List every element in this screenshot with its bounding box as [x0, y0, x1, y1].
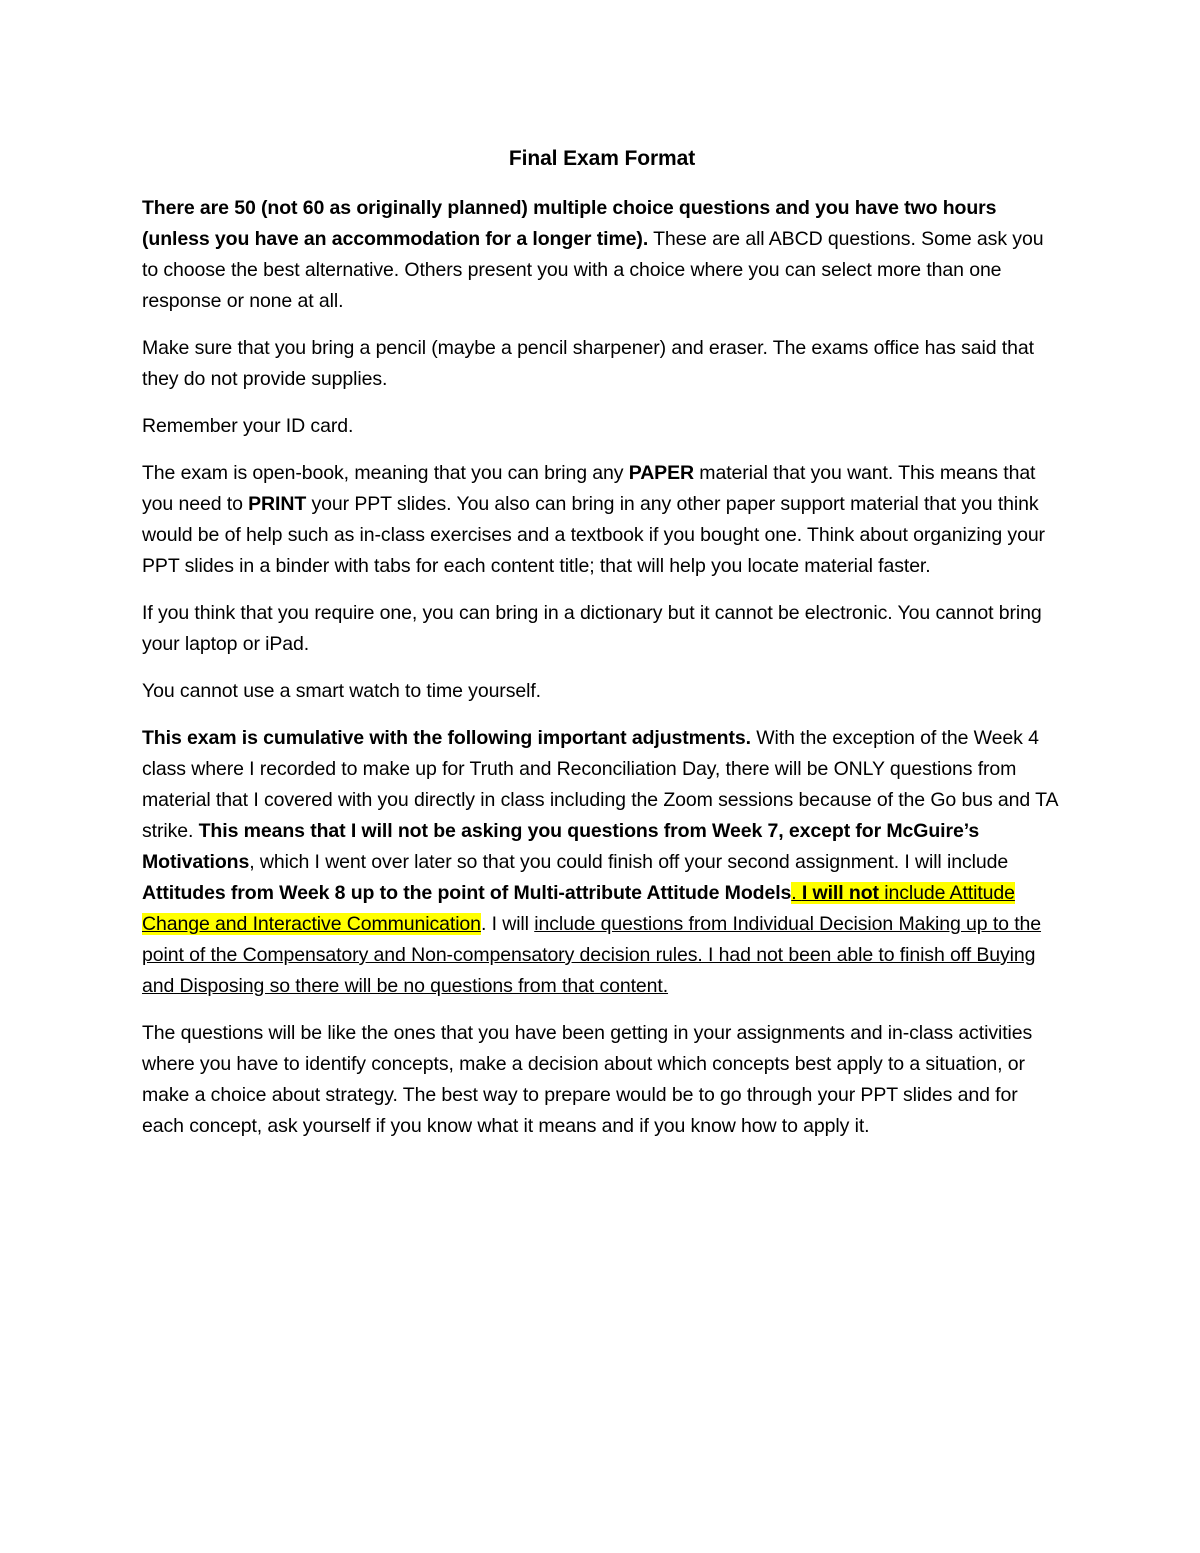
paragraph-open-book	[142, 458, 1062, 582]
open-book-text-a: The exam is open-book, meaning that you can bring any	[142, 462, 629, 484]
underlined-inclusion: include questions from Individual Decision Making up to the point of the Compensatory and Non-compensatory decision rules. I had not been able to finish off Buying and Disposing so there will be no questions from that content.	[142, 913, 1042, 997]
paragraph-preparation: The questions will be like the ones that you have been getting in your assignments and in-class activities where you have to identify concepts, make a decision about which concepts best apply to a situation, or make a choice about strategy. The best way to prepare would be to go through your PPT slides and for each concept, ask yourself if you know what it means and if you know how to apply it.	[142, 1022, 1033, 1137]
open-book-text-c: material that you want. This means that you need to	[142, 462, 1036, 515]
paragraph-smart-watch: You cannot use a smart watch to time yourself.	[142, 680, 541, 702]
highlight-bold: I will not	[801, 882, 879, 904]
cumulative-text-1: With the exception of the Week 4 class where I recorded to make up for Truth and Reconciliation Day, there will be ONLY questions from material that I covered with you directly in class including the Zoom sessions because of the Go bus and TA strike.	[142, 727, 1058, 842]
cumulative-bold-3: Attitudes from Week 8 up to the point of Multi-attribute Attitude Models	[142, 882, 792, 904]
paragraph-cumulative	[142, 723, 1062, 1002]
cumulative-text-2: , which I went over later so that you could finish off your second assignment. I will include	[249, 851, 1009, 873]
highlight-rest: include Attitude Change and Interactive Communication	[142, 882, 1015, 935]
open-book-paper-bold: PAPER	[628, 462, 694, 484]
open-book-print-bold: PRINT	[248, 493, 307, 515]
highlight-prefix: .	[791, 882, 802, 904]
paragraph-supplies: Make sure that you bring a pencil (maybe a pencil sharpener) and eraser. The exams office has said that they do not provide supplies.	[142, 337, 1034, 390]
cumulative-text-3: . I will	[480, 913, 535, 935]
document-title: Final Exam Format	[508, 147, 696, 170]
exam-format-bold-text: There are 50 (not 60 as originally planned) multiple choice questions and you have two hours (unless you have an accommodation for a longer time).	[142, 197, 997, 250]
open-book-text-e: your PPT slides. You also can bring in any other paper support material that you think would be of help such as in-class exercises and a textbook if you bought one. Think about organizing your PPT slides in a binder with tabs for each content title; that will help you locate material faster.	[142, 493, 1045, 577]
paragraph-id-card: Remember your ID card.	[142, 415, 354, 437]
cumulative-bold-1: This exam is cumulative with the following important adjustments.	[142, 727, 751, 749]
cumulative-bold-2: This means that I will not be asking you questions from Week 7, except for McGuire’s Motivations	[142, 820, 980, 873]
document-page	[142, 142, 1062, 1158]
exam-format-text: These are all ABCD questions. Some ask you to choose the best alternative. Others present you with a choice where you can select more than one response or none at all.	[142, 228, 1044, 312]
paragraph-exam-format	[142, 193, 1062, 317]
paragraph-dictionary: If you think that you require one, you can bring in a dictionary but it cannot be electronic. You cannot bring your laptop or iPad.	[142, 602, 1042, 655]
